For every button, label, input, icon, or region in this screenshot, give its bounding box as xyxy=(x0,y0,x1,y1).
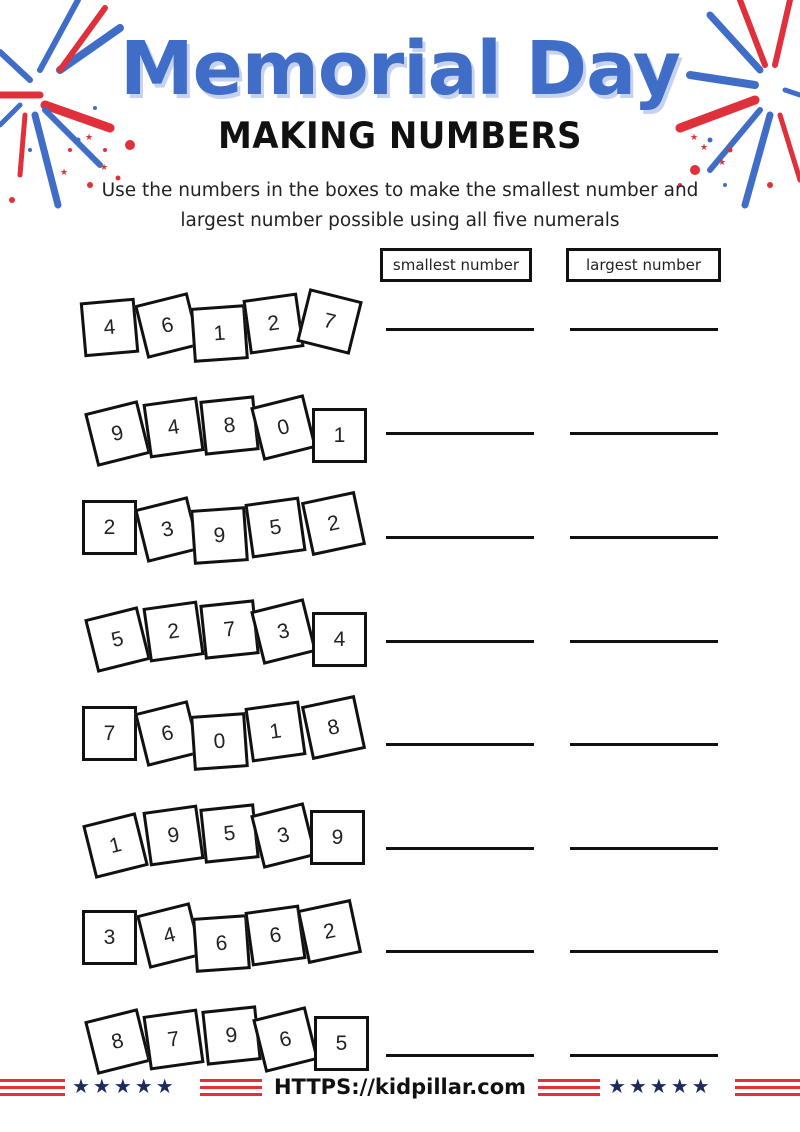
largest-answer-line[interactable] xyxy=(570,1054,718,1057)
svg-text:★: ★ xyxy=(718,158,727,168)
smallest-answer-line[interactable] xyxy=(386,1054,534,1057)
digit-box: 4 xyxy=(312,612,367,667)
smallest-number-header: smallest number xyxy=(380,248,532,282)
digit-box: 8 xyxy=(199,395,259,455)
digit-box: 6 xyxy=(244,904,306,966)
page-subtitle: MAKING NUMBERS xyxy=(217,114,583,158)
largest-answer-line[interactable] xyxy=(570,328,718,331)
footer-stars-left: ★★★★★ xyxy=(72,1074,177,1098)
smallest-answer-line[interactable] xyxy=(386,743,534,746)
digit-box: 4 xyxy=(80,298,140,358)
largest-answer-line[interactable] xyxy=(570,743,718,746)
smallest-answer-line[interactable] xyxy=(386,950,534,953)
largest-answer-line[interactable] xyxy=(570,847,718,850)
digit-box: 6 xyxy=(134,292,201,359)
smallest-answer-line[interactable] xyxy=(386,432,534,435)
digit-box: 1 xyxy=(244,700,306,762)
digit-box: 9 xyxy=(84,400,151,467)
digit-box: 0 xyxy=(250,394,317,461)
instructions-line-2: largest number possible using all five numerals xyxy=(180,210,620,231)
digit-box: 1 xyxy=(312,408,367,463)
svg-text:★: ★ xyxy=(60,168,69,178)
digit-box: 2 xyxy=(242,292,304,354)
digit-box: 7 xyxy=(199,599,259,659)
digit-box: 5 xyxy=(314,1016,369,1071)
digit-box: 2 xyxy=(297,899,362,964)
digit-box: 5 xyxy=(244,496,306,558)
footer-url: HTTPS://kidpillar.com xyxy=(273,1075,527,1099)
instructions xyxy=(70,176,730,236)
digit-box: 4 xyxy=(142,396,204,458)
digit-box: 6 xyxy=(134,700,201,767)
smallest-answer-line[interactable] xyxy=(386,536,534,539)
digit-box: 9 xyxy=(310,810,365,865)
footer-stars-right: ★★★★★ xyxy=(608,1074,713,1098)
instructions-line-1: Use the numbers in the boxes to make the smallest number and xyxy=(101,180,699,201)
digit-box: 5 xyxy=(84,606,151,673)
largest-answer-line[interactable] xyxy=(570,950,718,953)
svg-text:★: ★ xyxy=(700,143,709,153)
digit-box: 3 xyxy=(250,598,317,665)
digit-box: 9 xyxy=(201,1005,261,1065)
digit-box: 5 xyxy=(199,803,259,863)
digit-box: 2 xyxy=(142,600,204,662)
digit-box: 6 xyxy=(252,1006,319,1073)
digit-box: 2 xyxy=(82,500,137,555)
digit-box: 8 xyxy=(301,695,366,760)
svg-text:★: ★ xyxy=(85,133,94,143)
digit-box: 3 xyxy=(82,910,137,965)
digit-box: 4 xyxy=(136,902,203,969)
smallest-answer-line[interactable] xyxy=(386,328,534,331)
digit-box: 8 xyxy=(84,1008,151,1075)
digit-box: 1 xyxy=(190,304,249,363)
largest-answer-line[interactable] xyxy=(570,432,718,435)
svg-text:★: ★ xyxy=(100,163,109,173)
digit-box: 9 xyxy=(142,804,204,866)
digit-box: 7 xyxy=(142,1008,204,1070)
digit-box: 2 xyxy=(301,491,366,556)
digit-box: 9 xyxy=(190,506,249,565)
largest-answer-line[interactable] xyxy=(570,640,718,643)
digit-box: 3 xyxy=(250,802,317,869)
digit-box: 0 xyxy=(190,712,249,771)
digit-box: 7 xyxy=(82,706,137,761)
page-title: Memorial Day xyxy=(119,26,681,112)
largest-answer-line[interactable] xyxy=(570,536,718,539)
digit-box: 1 xyxy=(82,812,149,879)
svg-text:★: ★ xyxy=(690,133,699,143)
smallest-answer-line[interactable] xyxy=(386,847,534,850)
smallest-answer-line[interactable] xyxy=(386,640,534,643)
largest-number-header: largest number xyxy=(566,248,721,282)
digit-box: 6 xyxy=(192,914,251,973)
digit-box: 3 xyxy=(134,496,201,563)
digit-box: 7 xyxy=(296,288,363,355)
